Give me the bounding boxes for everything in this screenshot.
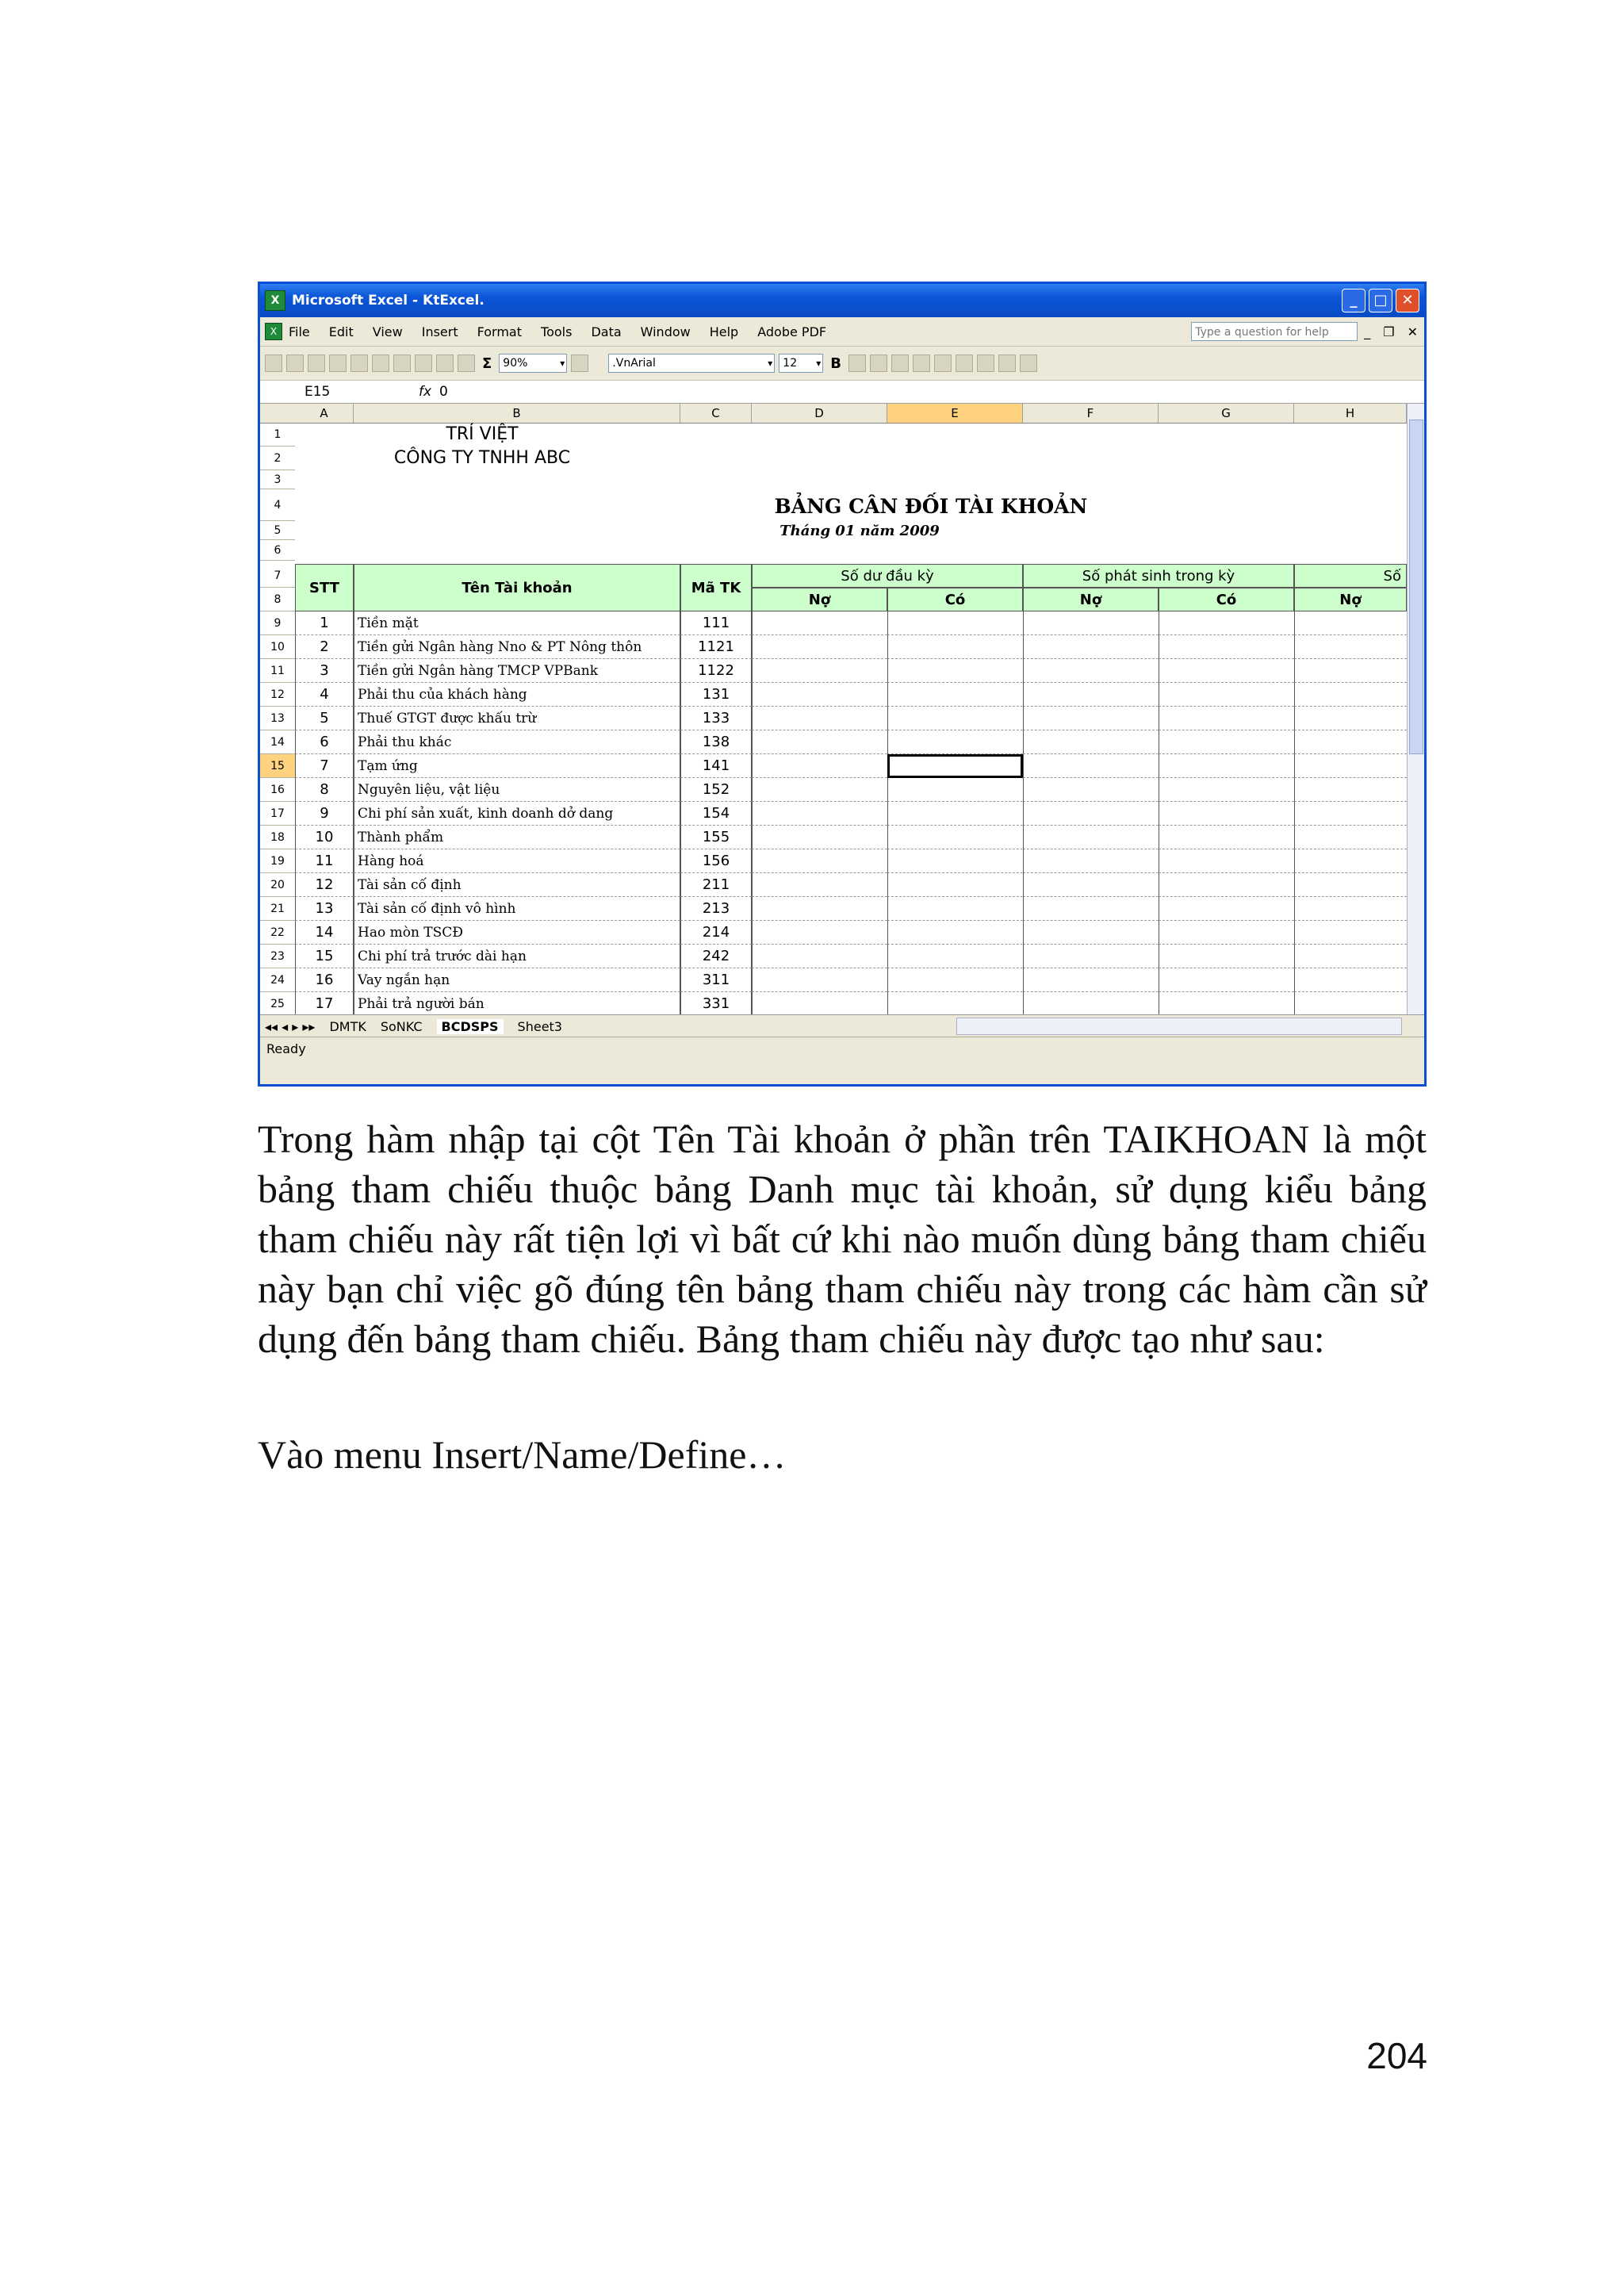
account-code-cell[interactable]: 211 — [680, 873, 752, 897]
stt-cell[interactable]: 5 — [295, 707, 354, 730]
amount-cell[interactable] — [1023, 778, 1159, 802]
row-header[interactable]: 13 — [260, 707, 295, 730]
amount-cell[interactable] — [1159, 683, 1294, 707]
amount-cell[interactable] — [752, 635, 887, 659]
amount-cell[interactable] — [1023, 826, 1159, 849]
tab-sheet3[interactable]: Sheet3 — [517, 1018, 562, 1034]
amount-cell[interactable] — [1023, 968, 1159, 992]
row-header[interactable]: 5 — [260, 521, 295, 540]
account-name-cell[interactable]: Vay ngắn hạn — [354, 968, 680, 992]
amount-cell[interactable] — [1294, 778, 1407, 802]
hdr-open-credit: Có — [887, 588, 1023, 611]
tab-sonkc[interactable]: SoNKC — [380, 1018, 423, 1034]
amount-cell[interactable] — [1023, 611, 1159, 635]
amount-cell[interactable] — [1023, 802, 1159, 826]
undo-icon[interactable] — [436, 355, 454, 372]
row-header[interactable]: 12 — [260, 683, 295, 707]
menu-edit[interactable]: Edit — [328, 324, 354, 339]
account-name-cell[interactable]: Tiền gửi Ngân hàng Nno & PT Nông thôn — [354, 635, 680, 659]
amount-cell[interactable] — [1294, 635, 1407, 659]
sheet-subtitle: Tháng 01 năm 2009 — [779, 523, 940, 539]
amount-cell[interactable] — [1023, 730, 1159, 754]
account-name-cell[interactable]: Tiền gửi Ngân hàng TMCP VPBank — [354, 659, 680, 683]
amount-cell[interactable] — [752, 802, 887, 826]
amount-cell[interactable] — [1159, 778, 1294, 802]
column-header[interactable]: A — [295, 404, 354, 423]
amount-cell[interactable] — [752, 849, 887, 873]
hdr-period-debit: Nợ — [1023, 588, 1159, 611]
row-header[interactable]: 9 — [260, 611, 295, 635]
new-icon[interactable] — [265, 355, 282, 372]
amount-cell[interactable] — [1294, 611, 1407, 635]
amount-cell[interactable] — [1294, 873, 1407, 897]
stt-cell[interactable]: 17 — [295, 992, 354, 1014]
amount-cell[interactable] — [1023, 659, 1159, 683]
hdr-account-code: Mã TK — [680, 564, 752, 611]
amount-cell[interactable] — [1294, 802, 1407, 826]
align-center-icon[interactable] — [870, 355, 887, 372]
merge-center-icon[interactable] — [891, 355, 909, 372]
stt-cell[interactable]: 3 — [295, 659, 354, 683]
menu-file[interactable]: File — [289, 324, 310, 339]
row-header[interactable]: 15 — [260, 754, 295, 778]
amount-cell[interactable] — [1023, 849, 1159, 873]
page-number: 204 — [1366, 2035, 1427, 2076]
row-header[interactable]: 7 — [260, 564, 295, 588]
account-name-cell[interactable]: Thuế GTGT được khấu trừ — [354, 707, 680, 730]
amount-cell[interactable] — [752, 730, 887, 754]
org-name: TRÍ VIỆT — [446, 424, 519, 444]
amount-cell[interactable] — [752, 945, 887, 968]
stt-cell[interactable]: 16 — [295, 968, 354, 992]
account-name-cell[interactable]: Chi phí trả trước dài hạn — [354, 945, 680, 968]
row-header[interactable]: 3 — [260, 470, 295, 489]
amount-cell[interactable] — [887, 897, 1023, 921]
hdr-close-debit: Nợ — [1294, 588, 1407, 611]
help-icon[interactable] — [571, 355, 588, 372]
amount-cell[interactable] — [887, 968, 1023, 992]
amount-cell[interactable] — [1294, 659, 1407, 683]
paste-icon[interactable] — [393, 355, 411, 372]
menu-bar — [260, 317, 1424, 347]
account-name-cell[interactable]: Phải thu khác — [354, 730, 680, 754]
stt-cell[interactable]: 6 — [295, 730, 354, 754]
decrease-indent-icon[interactable] — [956, 355, 973, 372]
account-code-cell[interactable]: 138 — [680, 730, 752, 754]
hdr-period-credit: Có — [1159, 588, 1294, 611]
font-color-icon[interactable] — [1020, 355, 1037, 372]
amount-cell[interactable] — [1294, 945, 1407, 968]
account-name-cell[interactable]: Tạm ứng — [354, 754, 680, 778]
amount-cell[interactable] — [1159, 611, 1294, 635]
stt-cell[interactable]: 15 — [295, 945, 354, 968]
hdr-period-activity: Số phát sinh trong kỳ — [1023, 564, 1294, 588]
borders-icon[interactable] — [998, 355, 1016, 372]
amount-cell[interactable] — [1294, 921, 1407, 945]
amount-cell[interactable] — [1294, 897, 1407, 921]
stt-cell[interactable]: 9 — [295, 802, 354, 826]
amount-cell[interactable] — [1159, 826, 1294, 849]
title-bar — [260, 284, 1424, 317]
row-header[interactable]: 6 — [260, 540, 295, 561]
stt-cell[interactable]: 2 — [295, 635, 354, 659]
amount-cell[interactable] — [1294, 849, 1407, 873]
amount-cell[interactable] — [752, 778, 887, 802]
company-name: CÔNG TY TNHH ABC — [393, 448, 571, 468]
name-box[interactable]: E15 — [304, 384, 331, 400]
amount-cell[interactable] — [1294, 826, 1407, 849]
amount-cell[interactable] — [752, 683, 887, 707]
column-headers — [260, 404, 1424, 424]
excel-app-icon: X — [265, 290, 285, 311]
window-title: Microsoft Excel - KtExcel. — [292, 293, 485, 309]
amount-cell[interactable] — [887, 945, 1023, 968]
amount-cell[interactable] — [887, 683, 1023, 707]
amount-cell[interactable] — [1294, 968, 1407, 992]
amount-cell[interactable] — [1159, 897, 1294, 921]
column-header[interactable]: C — [680, 404, 752, 423]
doc-minimize-button[interactable]: _ — [1364, 324, 1371, 339]
row-header[interactable]: 16 — [260, 778, 295, 802]
account-code-cell[interactable]: 131 — [680, 683, 752, 707]
account-code-cell[interactable]: 141 — [680, 754, 752, 778]
formula-bar — [260, 381, 1424, 404]
account-code-cell[interactable]: 156 — [680, 849, 752, 873]
column-header[interactable]: H — [1294, 404, 1407, 423]
row-header[interactable]: 10 — [260, 635, 295, 659]
toolbar — [260, 347, 1424, 381]
menu-view[interactable]: View — [372, 324, 403, 339]
stt-cell[interactable]: 14 — [295, 921, 354, 945]
amount-cell[interactable] — [1159, 873, 1294, 897]
document-icon[interactable]: X — [265, 323, 282, 340]
menu-tools[interactable]: Tools — [541, 324, 573, 339]
align-left-icon[interactable] — [848, 355, 866, 372]
amount-cell[interactable] — [1023, 754, 1159, 778]
account-code-cell[interactable]: 331 — [680, 992, 752, 1014]
amount-cell[interactable] — [1294, 730, 1407, 754]
amount-cell[interactable] — [887, 873, 1023, 897]
amount-cell[interactable] — [1159, 754, 1294, 778]
menu-adobe-pdf[interactable]: Adobe PDF — [757, 324, 827, 339]
amount-cell[interactable] — [1294, 707, 1407, 730]
amount-cell[interactable] — [1023, 683, 1159, 707]
redo-icon[interactable] — [458, 355, 475, 372]
row-header[interactable]: 18 — [260, 826, 295, 849]
menu-window[interactable]: Window — [640, 324, 691, 339]
row-header[interactable]: 21 — [260, 897, 295, 921]
column-header[interactable]: D — [752, 404, 887, 423]
autosum-button[interactable]: Σ — [482, 355, 492, 372]
amount-cell[interactable] — [1159, 968, 1294, 992]
account-code-cell[interactable]: 133 — [680, 707, 752, 730]
account-name-cell[interactable]: Tài sản cố định — [354, 873, 680, 897]
amount-cell[interactable] — [752, 873, 887, 897]
amount-cell[interactable] — [1023, 992, 1159, 1014]
stt-cell[interactable]: 7 — [295, 754, 354, 778]
account-code-cell[interactable]: 111 — [680, 611, 752, 635]
vertical-scrollbar[interactable] — [1407, 404, 1424, 1014]
account-code-cell[interactable]: 152 — [680, 778, 752, 802]
account-name-cell[interactable]: Phải thu của khách hàng — [354, 683, 680, 707]
format-painter-icon[interactable] — [415, 355, 432, 372]
print-icon[interactable] — [350, 355, 368, 372]
amount-cell[interactable] — [887, 635, 1023, 659]
ask-question-input[interactable]: Type a question for help — [1191, 322, 1358, 341]
amount-cell[interactable] — [1023, 897, 1159, 921]
amount-cell[interactable] — [887, 707, 1023, 730]
amount-cell[interactable] — [1023, 873, 1159, 897]
row-header[interactable]: 1 — [260, 423, 295, 447]
paragraph-2: Vào menu Insert/Name/Define… — [258, 1432, 787, 1477]
decrease-decimal-icon[interactable] — [934, 355, 952, 372]
amount-cell[interactable] — [1159, 945, 1294, 968]
account-name-cell[interactable]: Tiền mặt — [354, 611, 680, 635]
save-icon[interactable] — [308, 355, 325, 372]
amount-cell[interactable] — [752, 968, 887, 992]
hdr-stt: STT — [295, 564, 354, 611]
menu-help[interactable]: Help — [709, 324, 739, 339]
account-code-cell[interactable]: 155 — [680, 826, 752, 849]
tab-dmtk[interactable]: DMTK — [329, 1018, 366, 1034]
amount-cell[interactable] — [752, 754, 887, 778]
increase-decimal-icon[interactable] — [913, 355, 930, 372]
amount-cell[interactable] — [1159, 730, 1294, 754]
amount-cell[interactable] — [752, 897, 887, 921]
zoom-select[interactable]: 90% ▾ — [499, 354, 567, 373]
account-code-cell[interactable]: 1122 — [680, 659, 752, 683]
row-header[interactable]: 25 — [260, 992, 295, 1014]
account-code-cell[interactable]: 214 — [680, 921, 752, 945]
increase-indent-icon[interactable] — [977, 355, 994, 372]
paragraph-1: Trong hàm nhập tại cột Tên Tài khoản ở phần trên TAIKHOAN là một bảng tham chiếu thuộc bảng Danh mục tài khoản, sử dụng kiểu bảng tham chiếu này rất tiện lợi vì bất cứ khi nào muốn dùng bảng tham chiếu này bạn chỉ việc gõ đúng tên bảng tham chiếu này trong các hàm cần sử dụng đến bảng tham chiếu. Bảng tham chiếu này được tạo như sau: — [258, 1117, 1427, 1361]
amount-cell[interactable] — [887, 992, 1023, 1014]
column-header[interactable]: E — [887, 404, 1023, 423]
column-header[interactable]: B — [354, 404, 680, 423]
open-icon[interactable] — [286, 355, 304, 372]
hdr-open-debit: Nợ — [752, 588, 887, 611]
font-select[interactable]: .VnArial ▾ — [608, 354, 775, 373]
account-name-cell[interactable]: Hao mòn TSCĐ — [354, 921, 680, 945]
stt-cell[interactable]: 10 — [295, 826, 354, 849]
font-size-select[interactable]: 12 ▾ — [779, 354, 823, 373]
row-header[interactable]: 11 — [260, 659, 295, 683]
tab-nav-arrows[interactable]: ◂◂ ◂ ▸ ▸▸ — [265, 1018, 316, 1034]
amount-cell[interactable] — [1294, 683, 1407, 707]
amount-cell[interactable] — [752, 921, 887, 945]
amount-cell[interactable] — [1159, 992, 1294, 1014]
account-name-cell[interactable]: Nguyên liệu, vật liệu — [354, 778, 680, 802]
row-header[interactable]: 8 — [260, 588, 295, 611]
menu-data[interactable]: Data — [591, 324, 622, 339]
amount-cell[interactable] — [1159, 707, 1294, 730]
row-header[interactable]: 14 — [260, 730, 295, 754]
account-name-cell[interactable]: Thành phẩm — [354, 826, 680, 849]
hdr-closing-balance: Số — [1294, 564, 1407, 588]
sheet-tabs — [260, 1014, 1424, 1037]
amount-cell[interactable] — [1159, 802, 1294, 826]
print-preview-icon[interactable] — [372, 355, 389, 372]
column-header[interactable]: F — [1023, 404, 1159, 423]
amount-cell[interactable] — [752, 707, 887, 730]
account-name-cell[interactable]: Tài sản cố định vô hình — [354, 897, 680, 921]
row-header[interactable]: 22 — [260, 921, 295, 945]
amount-cell[interactable] — [887, 826, 1023, 849]
fx-icon[interactable]: fx — [419, 384, 432, 400]
account-code-cell[interactable]: 154 — [680, 802, 752, 826]
amount-cell[interactable] — [887, 778, 1023, 802]
amount-cell[interactable] — [1023, 945, 1159, 968]
amount-cell[interactable] — [887, 611, 1023, 635]
amount-cell[interactable] — [1023, 921, 1159, 945]
account-code-cell[interactable]: 311 — [680, 968, 752, 992]
hdr-opening-balance: Số dư đầu kỳ — [752, 564, 1023, 588]
account-code-cell[interactable]: 213 — [680, 897, 752, 921]
permission-icon[interactable] — [329, 355, 347, 372]
stt-cell[interactable]: 4 — [295, 683, 354, 707]
stt-cell[interactable]: 1 — [295, 611, 354, 635]
amount-cell[interactable] — [1159, 849, 1294, 873]
amount-cell[interactable] — [887, 849, 1023, 873]
amount-cell[interactable] — [1023, 635, 1159, 659]
stt-cell[interactable]: 13 — [295, 897, 354, 921]
amount-cell[interactable] — [752, 826, 887, 849]
doc-close-button[interactable]: ✕ — [1407, 324, 1418, 339]
row-header[interactable]: 23 — [260, 945, 295, 968]
bold-button[interactable]: B — [830, 355, 842, 372]
stt-cell[interactable]: 8 — [295, 778, 354, 802]
column-header[interactable]: G — [1159, 404, 1294, 423]
tab-bcdsps[interactable]: BCDSPS — [437, 1019, 504, 1034]
stt-cell[interactable]: 12 — [295, 873, 354, 897]
sheet-title: BẢNG CÂN ĐỐI TÀI KHOẢN — [774, 495, 1088, 518]
formula-input[interactable]: 0 — [439, 384, 448, 400]
account-code-cell[interactable]: 1121 — [680, 635, 752, 659]
account-code-cell[interactable]: 242 — [680, 945, 752, 968]
menu-insert[interactable]: Insert — [421, 324, 458, 339]
row-header[interactable]: 17 — [260, 802, 295, 826]
row-header[interactable]: 2 — [260, 447, 295, 470]
selected-cell-e15[interactable] — [887, 754, 1023, 778]
amount-cell[interactable] — [752, 611, 887, 635]
amount-cell[interactable] — [887, 659, 1023, 683]
excel-window — [258, 282, 1427, 1087]
horizontal-scrollbar[interactable] — [956, 1018, 1402, 1035]
worksheet-grid[interactable] — [260, 404, 1424, 1014]
row-header[interactable]: 4 — [260, 489, 295, 521]
amount-cell[interactable] — [887, 730, 1023, 754]
account-name-cell[interactable]: Phải trả người bán — [354, 992, 680, 1014]
doc-restore-button[interactable]: ❐ — [1383, 324, 1395, 339]
stt-cell[interactable]: 11 — [295, 849, 354, 873]
minimize-button[interactable]: _ — [1342, 289, 1365, 312]
amount-cell[interactable] — [1294, 992, 1407, 1014]
amount-cell[interactable] — [752, 659, 887, 683]
account-name-cell[interactable]: Hàng hoá — [354, 849, 680, 873]
amount-cell[interactable] — [887, 802, 1023, 826]
amount-cell[interactable] — [1159, 921, 1294, 945]
row-header[interactable]: 24 — [260, 968, 295, 992]
account-name-cell[interactable]: Chi phí sản xuất, kinh doanh dở dang — [354, 802, 680, 826]
amount-cell[interactable] — [1023, 707, 1159, 730]
maximize-button[interactable]: □ — [1369, 289, 1392, 312]
row-header[interactable]: 19 — [260, 849, 295, 873]
amount-cell[interactable] — [1159, 659, 1294, 683]
amount-cell[interactable] — [1159, 635, 1294, 659]
amount-cell[interactable] — [1294, 754, 1407, 778]
menu-format[interactable]: Format — [477, 324, 523, 339]
amount-cell[interactable] — [752, 992, 887, 1014]
amount-cell[interactable] — [887, 921, 1023, 945]
vertical-scroll-thumb[interactable] — [1409, 420, 1423, 754]
row-header[interactable]: 20 — [260, 873, 295, 897]
status-bar: Ready — [260, 1037, 1424, 1060]
close-button[interactable]: ✕ — [1396, 289, 1419, 312]
hdr-account-name: Tên Tài khoản — [354, 564, 680, 611]
